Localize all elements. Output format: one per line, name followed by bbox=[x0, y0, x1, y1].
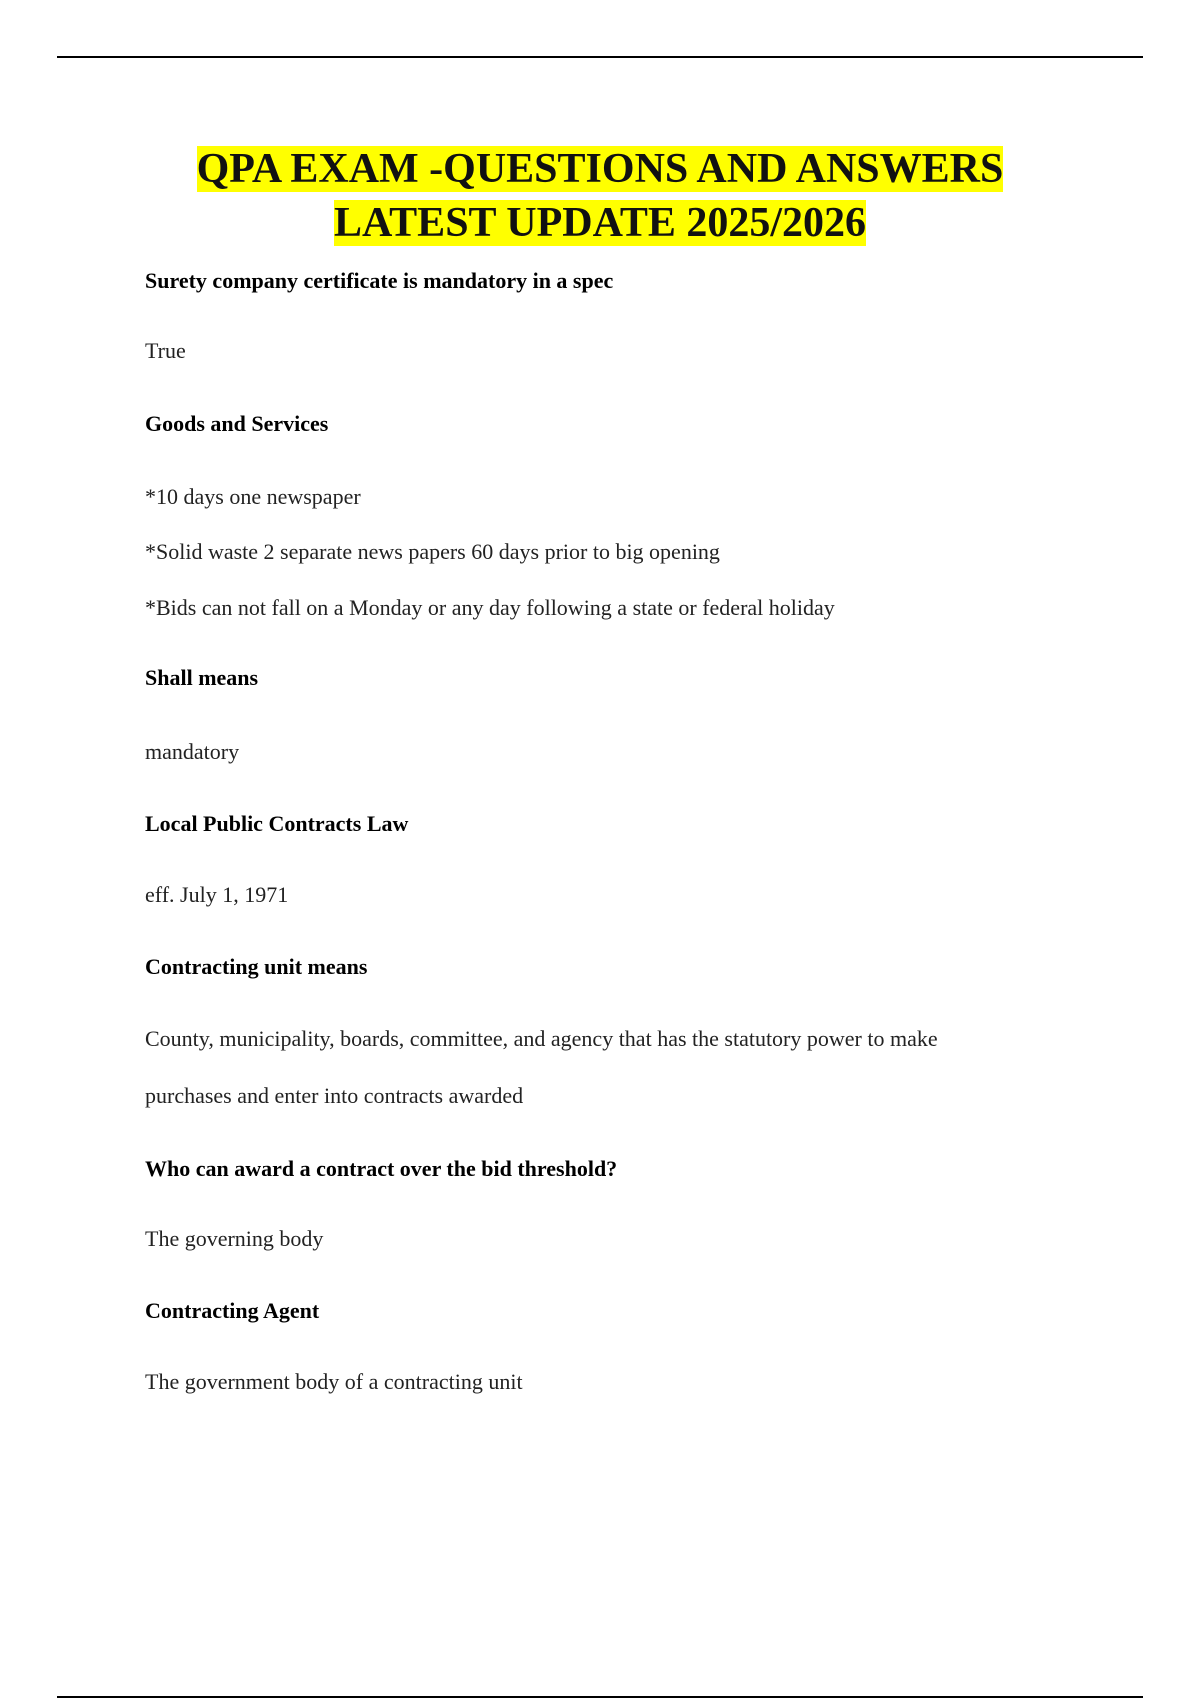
answer-text: *Bids can not fall on a Monday or any day following a state or federal holiday bbox=[145, 595, 835, 620]
question-text: Surety company certificate is mandatory in a spec bbox=[145, 268, 614, 293]
answer-text: True bbox=[145, 338, 186, 363]
bottom-rule bbox=[57, 1696, 1143, 1698]
answer-text: The governing body bbox=[145, 1226, 324, 1251]
answer-text: The government body of a contracting unit bbox=[145, 1369, 523, 1394]
answer-text: *10 days one newspaper bbox=[145, 484, 361, 509]
title-line-2: LATEST UPDATE 2025/2026 bbox=[333, 200, 867, 246]
question-text: Contracting unit means bbox=[145, 954, 368, 979]
answer-text: eff. July 1, 1971 bbox=[145, 882, 289, 907]
title-line-1: QPA EXAM -QUESTIONS AND ANSWERS bbox=[196, 146, 1004, 192]
question-text: Local Public Contracts Law bbox=[145, 811, 409, 836]
document-title bbox=[0, 142, 1200, 250]
question-text: Goods and Services bbox=[145, 411, 329, 436]
question-text: Shall means bbox=[145, 665, 259, 690]
answer-text: County, municipality, boards, committee, and agency that has the statutory power to make bbox=[145, 1026, 938, 1051]
question-text: Contracting Agent bbox=[145, 1298, 320, 1323]
top-rule bbox=[57, 56, 1143, 58]
question-text: Who can award a contract over the bid threshold? bbox=[145, 1156, 618, 1181]
answer-text: purchases and enter into contracts awarded bbox=[145, 1083, 524, 1108]
answer-text: *Solid waste 2 separate news papers 60 days prior to big opening bbox=[145, 539, 720, 564]
answer-text: mandatory bbox=[145, 739, 240, 764]
